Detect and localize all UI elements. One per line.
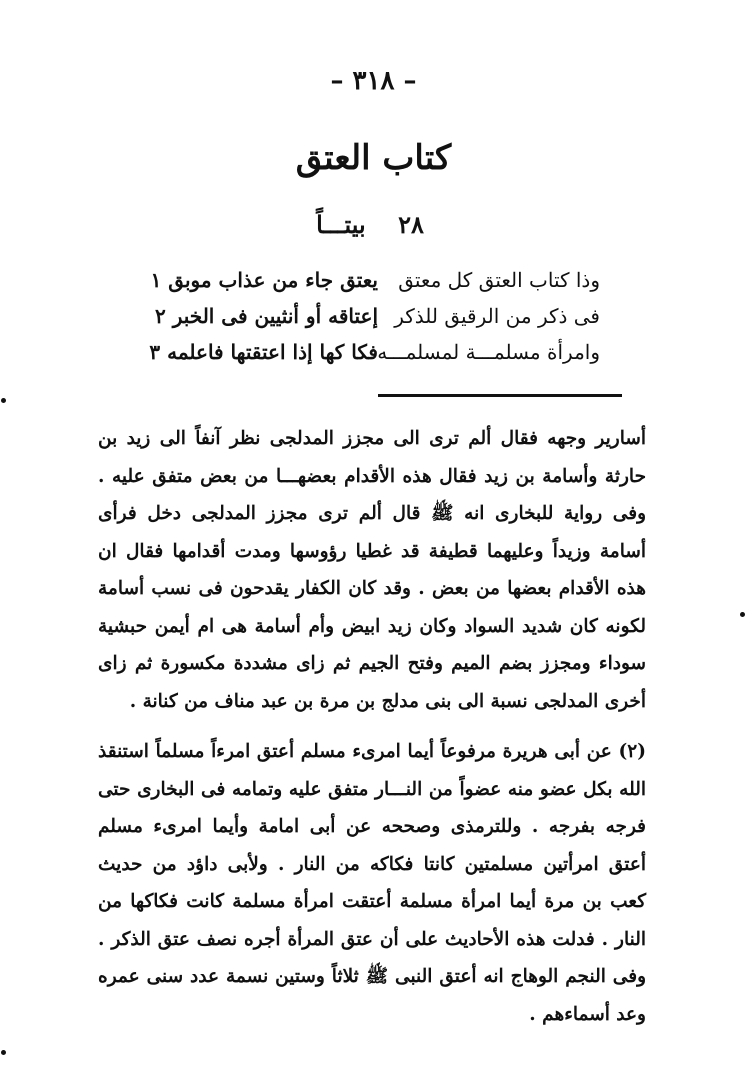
scan-speck — [740, 612, 745, 617]
verse-heading — [270, 210, 470, 239]
verse-hemistich-second: يعتق جاء من عذاب موبق ١ — [150, 268, 378, 292]
verse-count: ٢٨ — [398, 210, 424, 239]
verse-block — [110, 262, 600, 370]
hadith-paragraph: (٢) عن أبى هريرة مرفوعاً أيما امرىء مسلم أعتق امرءاً مسلماً استنقذ الله بكل عضو منه عضواً من النـــار متفق عليه وتمامه فى البخارى حتى فرجه بفرجه . وللترمذى وصححه عن أبى امامة وأيما امرىء مسلم أعتق امرأتين مسلمتين كانتا فكاكه من النار . ولأبى داؤد من حديث كعب بن مرة أيما امرأة مسلمة أعتقت امرأة مسلمة كانت فكاكها من النار . فدلت هذه الأحاديث على أن عتق المرأة أجره نصف عتق الذكر . وفى النجم الوهاج انه أعتق النبى ﷺ ثلاثاً وستين نسمة عدد سنى عمره وعد أسماءهم . — [98, 741, 646, 1025]
verse-line — [110, 298, 600, 334]
verse-count-label: بيتـــاً — [316, 210, 366, 239]
chapter-title: كتاب العتق — [295, 138, 452, 178]
section-divider — [378, 394, 622, 397]
body-paragraph: أسارير وجهه فقال ألم ترى الى مجزز المدلجى نظر آنفاً الى زيد بن حارثة وأسامة بن زيد فقال هذه الأقدام بعضهـــا من بعض متفق عليه . وفى رواية للبخارى انه ﷺ قال ألم ترى مجزز المدلجى دخل فرأى أسامة وزيداً وعليهما قطيفة قد غطيا رؤوسها ومدت أقدامها فقال ان هذه الأقدام بعضها من بعض . وقد كان الكفار يقدحون فى نسب أسامة لكونه كان شديد السواد وكان زيد ابيض وأم أسامة هى ام أيمن حبشية سوداء ومجزز بضم الميم وفتح الجيم ثم زاى مشددة مكسورة ثم زاى أخرى المدلجى نسبة الى بنى مدلج بن مرة بن عبد مناف من كنانة . — [98, 428, 646, 712]
verse-hemistich-first: وذا كتاب العتق كل معتق — [398, 268, 600, 292]
verse-hemistich-first: فى ذكر من الرقيق للذكر — [394, 304, 600, 328]
verse-line — [110, 262, 600, 298]
verse-hemistich-second: إعتاقه أو أنثيين فى الخبر ٢ — [155, 304, 378, 328]
scan-speck — [1, 398, 6, 403]
verse-hemistich-second: فكا كها إذا اعتقتها فاعلمه ٣ — [149, 340, 378, 364]
verse-line — [110, 334, 600, 370]
page-number: – ٣١٨ – — [330, 66, 417, 96]
verse-hemistich-first: وامرأة مسلمـــة لمسلمـــه — [377, 340, 600, 364]
scan-speck — [1, 1050, 6, 1055]
